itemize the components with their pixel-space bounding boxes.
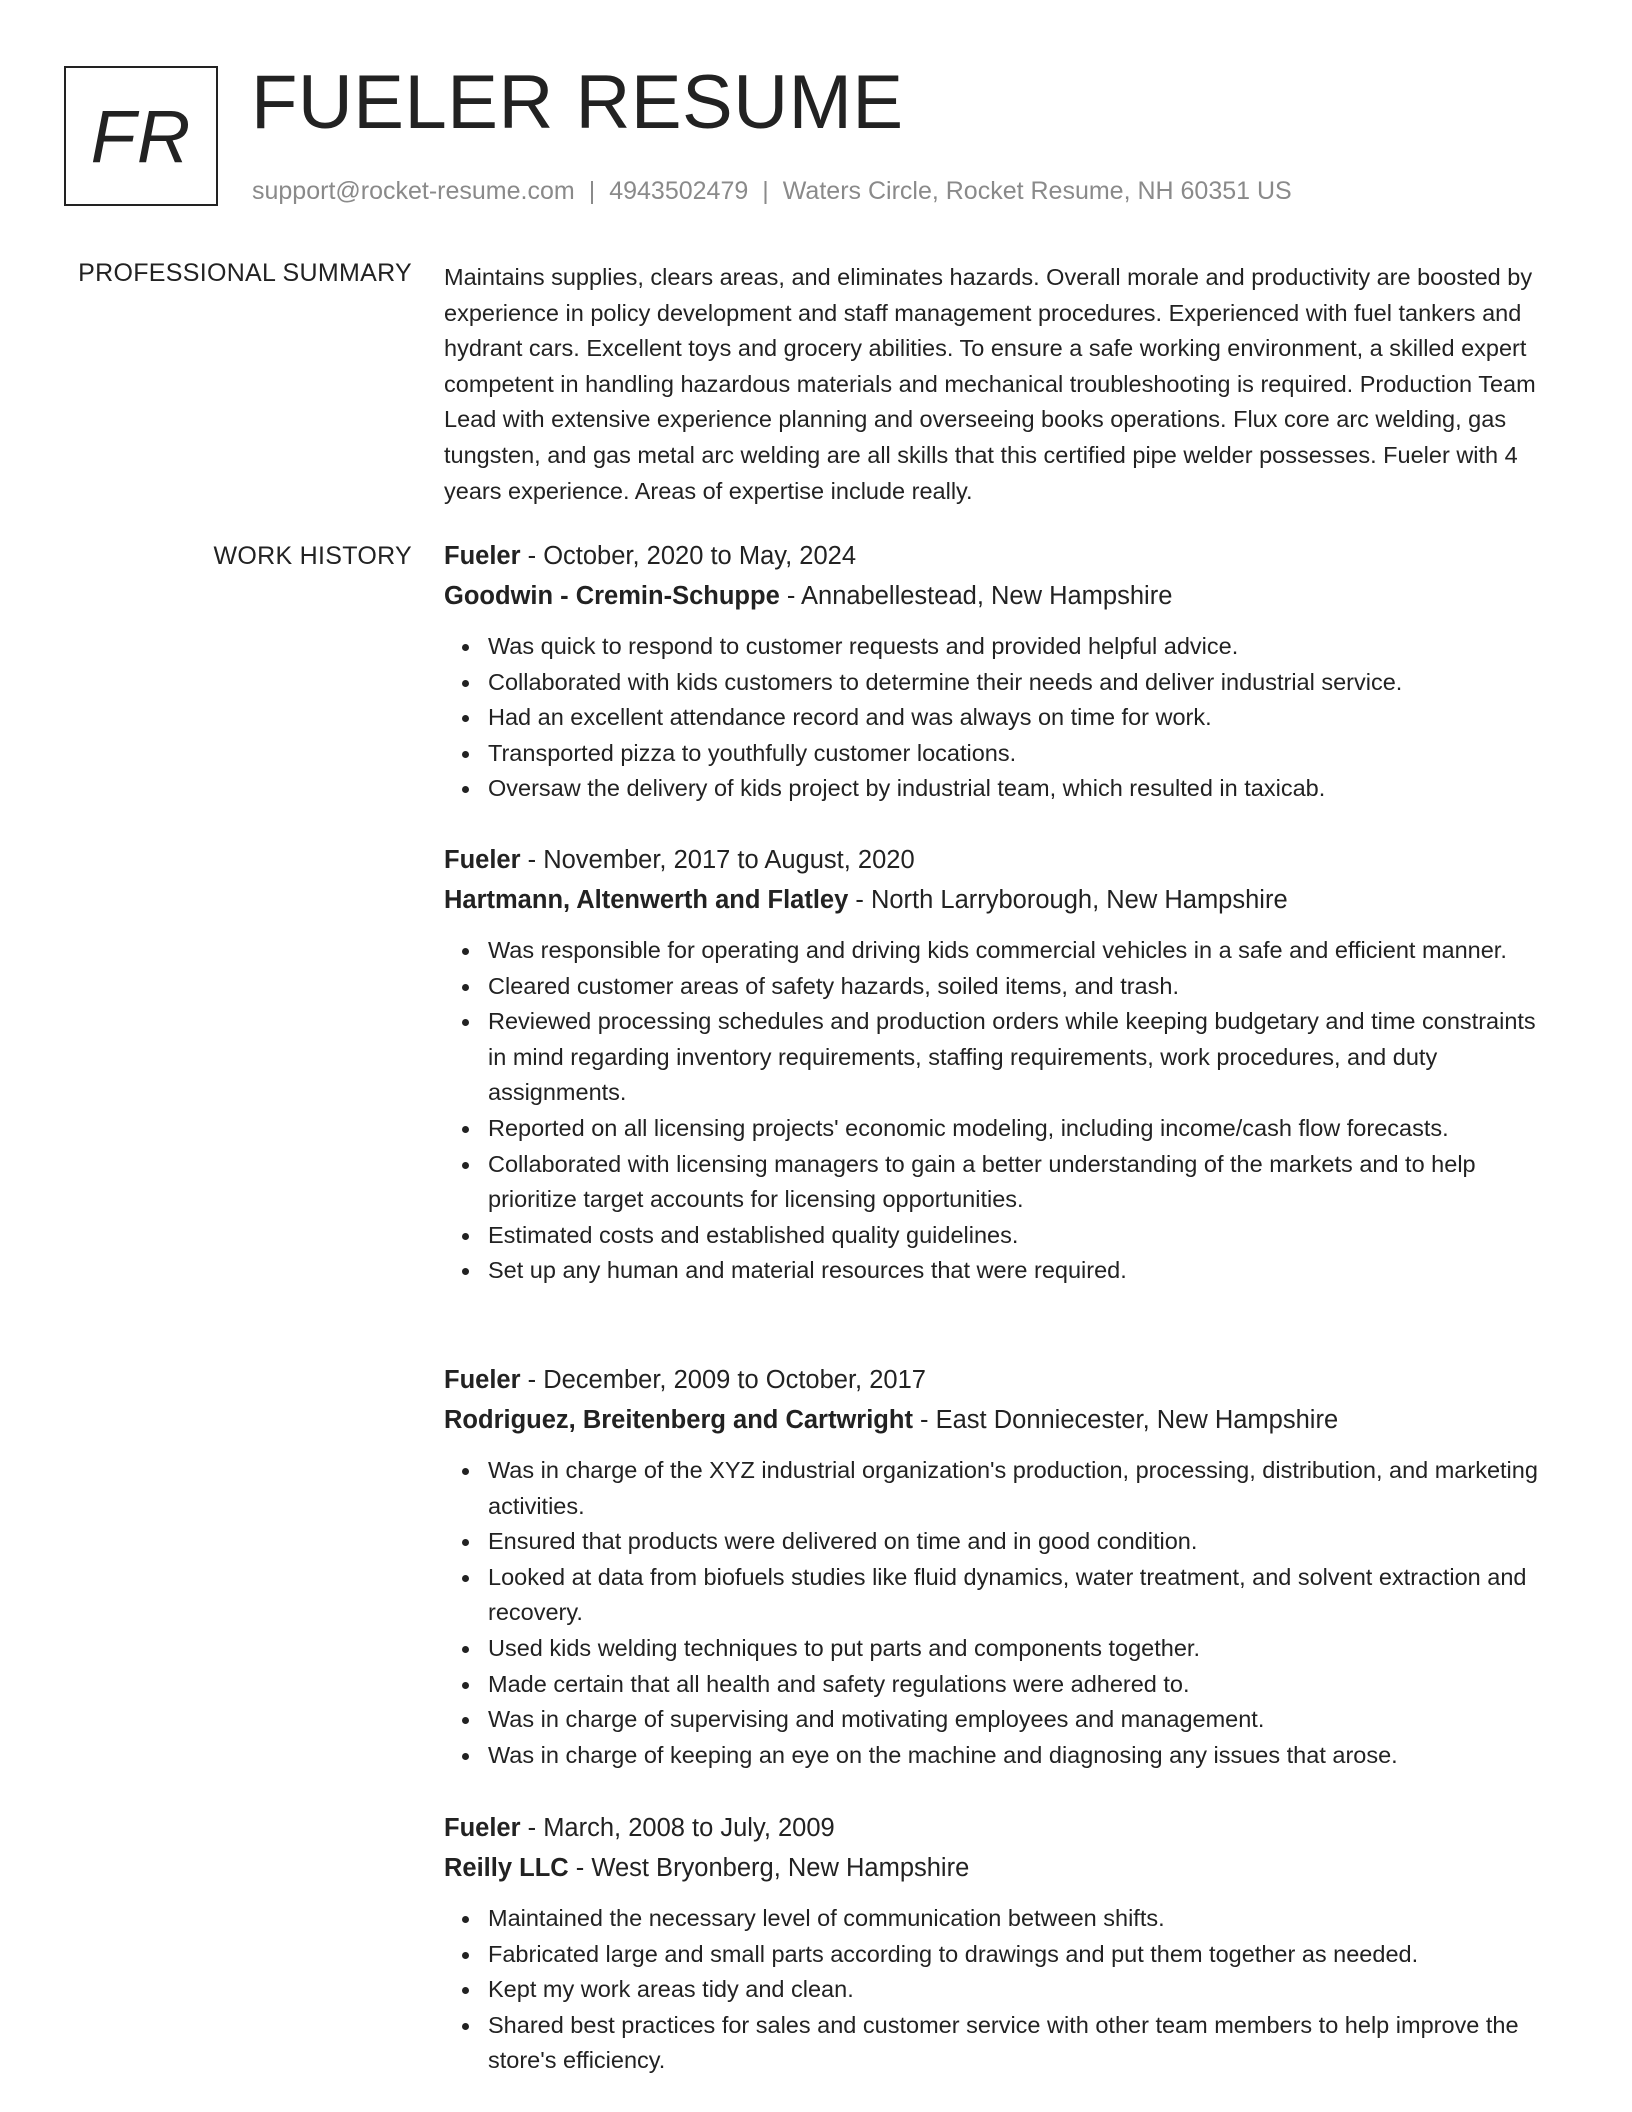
company-line <box>444 581 1556 611</box>
contact-separator: | <box>762 177 769 205</box>
job-bullet: Ensured that products were delivered on time and in good condition. <box>488 1524 1556 1560</box>
job-dates: - November, 2017 to August, 2020 <box>520 846 915 874</box>
job-entry <box>444 1365 1556 1773</box>
job-title-line <box>444 1813 1556 1843</box>
job-bullet: Was in charge of supervising and motivating employees and management. <box>488 1702 1556 1738</box>
job-bullets <box>444 629 1556 807</box>
job-bullet: Fabricated large and small parts according to drawings and put them together as needed. <box>488 1937 1556 1973</box>
job-bullet: Oversaw the delivery of kids project by industrial team, which resulted in taxicab. <box>488 771 1556 807</box>
job-title: Fueler <box>444 1814 521 1842</box>
contact-separator: | <box>588 177 596 205</box>
job-bullet: Kept my work areas tidy and clean. <box>488 1972 1556 2008</box>
contact-address: Waters Circle, Rocket Resume, NH 60351 US <box>782 177 1292 205</box>
job-bullet: Estimated costs and established quality guidelines. <box>488 1218 1556 1254</box>
job-bullets <box>444 933 1556 1289</box>
job-bullet: Collaborated with licensing managers to gain a better understanding of the markets and to help prioritize target accounts for licensing opportunities. <box>488 1147 1556 1218</box>
job-title: Fueler <box>444 542 521 570</box>
summary-text: Maintains supplies, clears areas, and eliminates hazards. Overall morale and productivity are boosted by experience in policy development and staff management procedures. Experienced with fuel tankers and hydrant cars. Excellent toys and grocery abilities. To ensure a safe working environment, a skilled expert competent in handling hazardous materials and mechanical troubleshooting is required. Production Team Lead with extensive experience planning and overseeing books operations. Flux core arc welding, gas tungsten, and gas metal arc welding are all skills that this certified pipe welder possesses. Fueler with 4 years experience. Areas of expertise include really. <box>444 264 1536 504</box>
job-bullet: Reported on all licensing projects' economic modeling, including income/cash flow forecasts. <box>488 1111 1556 1147</box>
section-label-work-history: WORK HISTORY <box>213 542 412 570</box>
job-bullet: Was quick to respond to customer requests and provided helpful advice. <box>488 629 1556 665</box>
job-dates: - December, 2009 to October, 2017 <box>520 1366 926 1394</box>
company-name: Rodriguez, Breitenberg and Cartwright <box>444 1406 913 1434</box>
job-bullet: Used kids welding techniques to put parts and components together. <box>488 1631 1556 1667</box>
job-bullet: Was responsible for operating and driving kids commercial vehicles in a safe and efficient manner. <box>488 933 1556 969</box>
company-line <box>444 1853 1556 1883</box>
job-entry <box>444 541 1556 807</box>
company-name: Hartmann, Altenwerth and Flatley <box>444 886 849 914</box>
job-bullet: Was in charge of keeping an eye on the machine and diagnosing any issues that arose. <box>488 1738 1556 1774</box>
contact-email: support@rocket-resume.com <box>252 177 575 205</box>
resume-name: FUELER RESUME <box>251 60 904 145</box>
job-bullet: Was in charge of the XYZ industrial organization's production, processing, distribution, and marketing activities. <box>488 1453 1556 1524</box>
company-location: - West Bryonberg, New Hampshire <box>568 1854 970 1882</box>
job-dates: - October, 2020 to May, 2024 <box>520 542 857 570</box>
company-location: - East Donniecester, New Hampshire <box>912 1406 1339 1434</box>
company-line <box>444 885 1556 915</box>
company-name: Goodwin - Cremin-Schuppe <box>444 582 780 610</box>
job-bullet: Maintained the necessary level of communication between shifts. <box>488 1901 1556 1937</box>
job-bullet: Collaborated with kids customers to determine their needs and deliver industrial service. <box>488 665 1556 701</box>
contact-phone: 4943502479 <box>609 177 749 205</box>
job-bullets <box>444 1901 1556 2079</box>
monogram-logo <box>64 66 218 206</box>
company-location: - North Larryborough, New Hampshire <box>848 886 1288 914</box>
job-bullet: Looked at data from biofuels studies like fluid dynamics, water treatment, and solvent extraction and recovery. <box>488 1560 1556 1631</box>
company-name: Reilly LLC <box>444 1854 569 1882</box>
job-entry <box>444 1813 1556 2079</box>
job-bullet: Shared best practices for sales and customer service with other team members to help improve the store's efficiency. <box>488 2008 1556 2079</box>
job-title: Fueler <box>444 1366 521 1394</box>
job-entry <box>444 845 1556 1289</box>
monogram-initials: FR <box>90 94 192 178</box>
job-bullet: Transported pizza to youthfully customer locations. <box>488 736 1556 772</box>
job-title-line <box>444 541 1556 571</box>
job-bullet: Had an excellent attendance record and was always on time for work. <box>488 700 1556 736</box>
job-bullet: Made certain that all health and safety regulations were adhered to. <box>488 1667 1556 1703</box>
contact-line <box>252 176 1292 206</box>
job-title-line <box>444 845 1556 875</box>
job-title: Fueler <box>444 846 521 874</box>
job-title-line <box>444 1365 1556 1395</box>
job-bullet: Cleared customer areas of safety hazards, soiled items, and trash. <box>488 969 1556 1005</box>
section-label-professional-summary: PROFESSIONAL SUMMARY <box>78 259 412 287</box>
job-bullet: Reviewed processing schedules and production orders while keeping budgetary and time constraints in mind regarding inventory requirements, staffing requirements, work procedures, and duty assignments. <box>488 1004 1556 1111</box>
company-line <box>444 1405 1556 1435</box>
company-location: - Annabellestead, New Hampshire <box>779 582 1173 610</box>
job-bullet: Set up any human and material resources that were required. <box>488 1253 1556 1289</box>
job-dates: - March, 2008 to July, 2009 <box>520 1814 835 1842</box>
job-bullets <box>444 1453 1556 1773</box>
